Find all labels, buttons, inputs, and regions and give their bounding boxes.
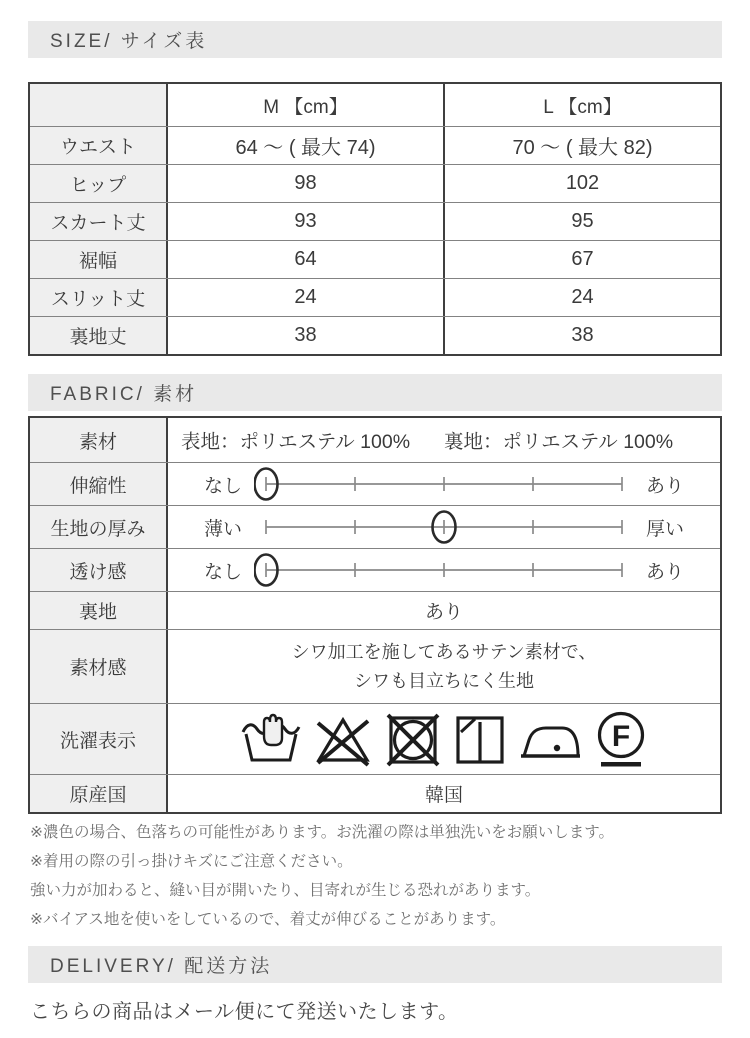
row-label: 素材 xyxy=(30,418,168,462)
line-dry-shade-icon xyxy=(452,710,508,768)
table-row xyxy=(30,240,720,278)
delivery-section-header xyxy=(28,946,722,983)
note-line: ※バイアス地を使いをしているので、着丈が伸びることがあります。 xyxy=(30,911,506,928)
value-m: 24 xyxy=(168,279,445,316)
fabric-table xyxy=(28,416,722,814)
care-notes xyxy=(30,818,730,934)
material-front: 表地：ポリエステル 100% xyxy=(181,431,411,453)
value-m: 98 xyxy=(168,165,445,202)
thickness-row xyxy=(30,505,720,548)
row-label: スカート丈 xyxy=(30,203,168,240)
size-col-m: M 【cm】 xyxy=(168,84,445,126)
scale-left-label: なし xyxy=(203,475,242,497)
value-m: 38 xyxy=(168,317,445,354)
scale-track xyxy=(254,462,634,506)
stretch-scale xyxy=(168,463,720,505)
row-label: ウエスト xyxy=(30,127,168,164)
care-symbols xyxy=(168,704,720,774)
row-label: 原産国 xyxy=(30,775,168,812)
size-col-blank xyxy=(30,84,168,126)
lining-row xyxy=(30,591,720,629)
value-l: 95 xyxy=(571,210,594,232)
scale-track xyxy=(254,505,634,549)
value-l: 38 xyxy=(571,324,594,346)
care-symbols-row xyxy=(30,703,720,774)
texture-row xyxy=(30,629,720,703)
value-l: 24 xyxy=(571,286,594,308)
row-label: 伸縮性 xyxy=(30,463,168,505)
row-label: 洗濯表示 xyxy=(30,704,168,774)
delivery-method-text: こちらの商品はメール便にて発送いたします。 xyxy=(30,1001,459,1023)
scale-track xyxy=(254,548,634,592)
table-row xyxy=(30,126,720,164)
sheerness-scale xyxy=(168,549,720,591)
value-m: 64 xyxy=(168,241,445,278)
size-table xyxy=(28,82,722,356)
value-l: 70 〜 ( 最大 82) xyxy=(512,137,653,159)
thickness-scale xyxy=(168,506,720,548)
note-line: ※濃色の場合、色落ちの可能性があります。お洗濯の際は単独洗いをお願いします。 xyxy=(30,824,615,841)
value-m: 93 xyxy=(168,203,445,240)
scale-left-label: なし xyxy=(203,561,242,583)
scale-right-label: 厚い xyxy=(646,518,685,540)
row-label: 裏地 xyxy=(30,592,168,629)
material-value xyxy=(168,418,720,462)
hand-wash-icon xyxy=(239,710,303,768)
note-line: ※着用の際の引っ掛けキズにご注意ください。 xyxy=(30,853,353,870)
note-line: 強い力が加わると、縫い目が開いたり、目寄れが生じる恐れがあります。 xyxy=(30,882,541,899)
row-label: 生地の厚み xyxy=(30,506,168,548)
origin-value: 韓国 xyxy=(424,785,463,806)
texture-line1: シワ加工を施してあるサテン素材で、 xyxy=(291,641,597,662)
row-label: 透け感 xyxy=(30,549,168,591)
row-label: ヒップ xyxy=(30,165,168,202)
fabric-section-title: FABRIC/ 素材 xyxy=(50,384,198,405)
stretch-row xyxy=(30,462,720,505)
material-row xyxy=(30,418,720,462)
delivery-section-title: DELIVERY/ 配送方法 xyxy=(50,956,273,977)
scale-left-label: 薄い xyxy=(203,518,242,540)
size-table-header-row xyxy=(30,84,720,126)
value-l: 67 xyxy=(571,248,594,270)
row-label: 裏地丈 xyxy=(30,317,168,354)
fabric-section-header xyxy=(28,374,722,411)
size-col-l: L 【cm】 xyxy=(543,96,622,118)
size-section-title: SIZE/ サイズ表 xyxy=(50,31,208,52)
texture-line2: シワも目立ちにく生地 xyxy=(354,670,534,691)
do-not-bleach-icon xyxy=(312,710,374,768)
size-section-header xyxy=(28,21,722,58)
table-row xyxy=(30,278,720,316)
row-label: スリット丈 xyxy=(30,279,168,316)
table-row xyxy=(30,316,720,354)
svg-text:F: F xyxy=(611,720,630,753)
scale-right-label: あり xyxy=(646,475,685,497)
iron-low-heat-icon xyxy=(517,710,583,768)
dry-clean-f-icon xyxy=(592,709,650,769)
value-m: 64 〜 ( 最大 74) xyxy=(168,127,445,164)
origin-row xyxy=(30,774,720,812)
row-label: 裾幅 xyxy=(30,241,168,278)
sheerness-row xyxy=(30,548,720,591)
table-row xyxy=(30,164,720,202)
row-label: 素材感 xyxy=(30,630,168,703)
lining-value: あり xyxy=(424,602,463,623)
do-not-tumble-dry-icon xyxy=(383,710,443,768)
table-row xyxy=(30,202,720,240)
material-lining: 裏地：ポリエステル 100% xyxy=(444,431,674,453)
scale-right-label: あり xyxy=(646,561,685,583)
texture-value xyxy=(168,630,720,703)
value-l: 102 xyxy=(565,172,600,194)
